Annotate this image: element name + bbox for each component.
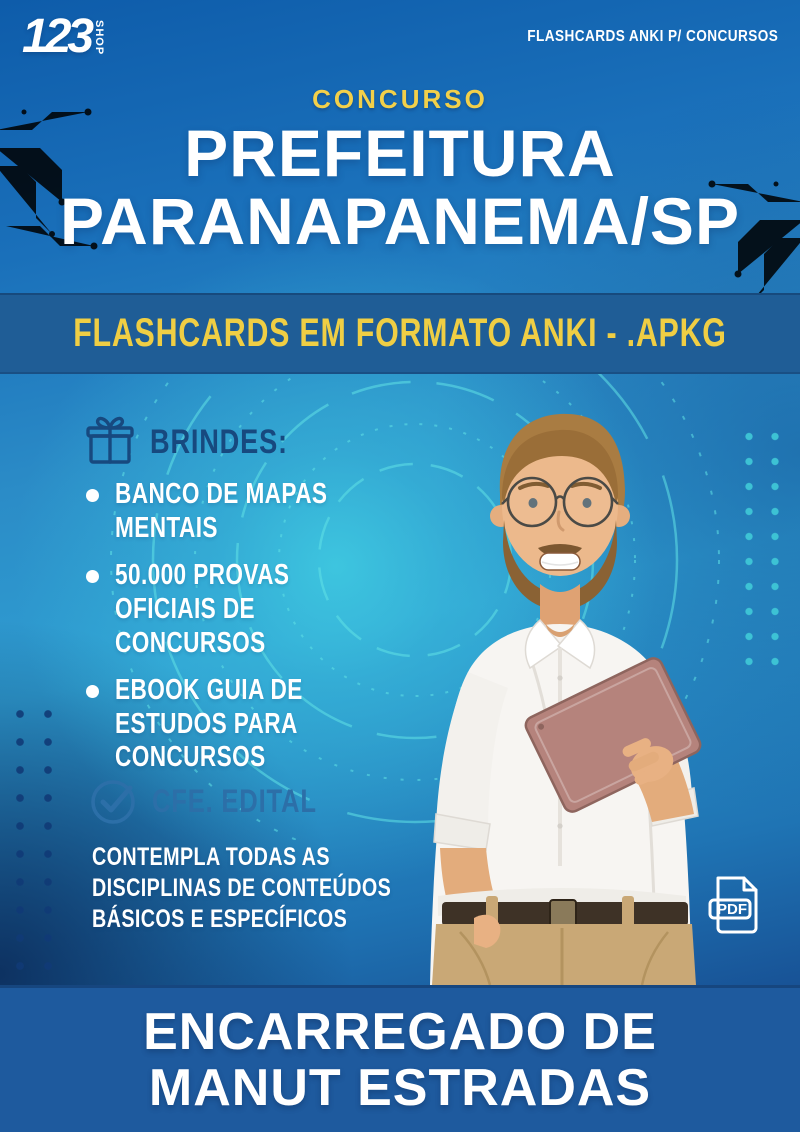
pdf-file-icon	[700, 872, 770, 940]
edital-heading: CFE. EDITAL	[152, 782, 317, 819]
brand-logo-number: 123	[22, 10, 91, 63]
list-item	[84, 478, 444, 546]
page-title-line2: PARANAPANEMA/SP	[60, 184, 740, 258]
dot-grid-left	[6, 700, 62, 972]
header-tagline: FLASHCARDS ANKI P/ CONCURSOS	[527, 28, 778, 45]
format-banner-text: FLASHCARDS EM FORMATO ANKI - .APKG	[73, 311, 727, 355]
bullet-dot	[86, 685, 99, 698]
footer-role-line1: ENCARREGADO DE	[143, 1002, 657, 1061]
footer-band	[0, 985, 800, 1132]
list-item	[84, 674, 444, 776]
edital-heading-row	[88, 776, 358, 826]
page-title-line1: PREFEITURA	[184, 116, 616, 190]
pdf-label: PDF	[717, 901, 747, 918]
gift-icon	[84, 416, 136, 468]
list-item-label: 50.000 PROVAS OFICIAIS DE CONCURSOS	[115, 558, 290, 659]
dot-grid-right	[736, 424, 788, 668]
title-kicker: CONCURSO	[312, 84, 488, 114]
brand-logo	[22, 10, 106, 63]
brand-logo-sub: SHOP	[93, 20, 106, 56]
brindes-heading-row	[84, 416, 322, 468]
list-item-label: EBOOK GUIA DE ESTUDOS PARA CONCURSOS	[115, 673, 303, 774]
format-banner	[0, 293, 800, 374]
list-item-label: BANCO DE MAPAS MENTAIS	[115, 478, 328, 544]
list-item	[84, 559, 444, 661]
bullet-dot	[86, 570, 99, 583]
edital-description: CONTEMPLA TODAS AS DISCIPLINAS DE CONTEÚDOS BÁSICOS E ESPECÍFICOS	[92, 843, 392, 933]
brindes-list	[84, 478, 444, 788]
brindes-heading: BRINDES:	[150, 422, 288, 461]
footer-role-line2: MANUT ESTRADAS	[148, 1059, 652, 1117]
bullet-dot	[86, 489, 99, 502]
check-circle-icon	[88, 776, 138, 826]
